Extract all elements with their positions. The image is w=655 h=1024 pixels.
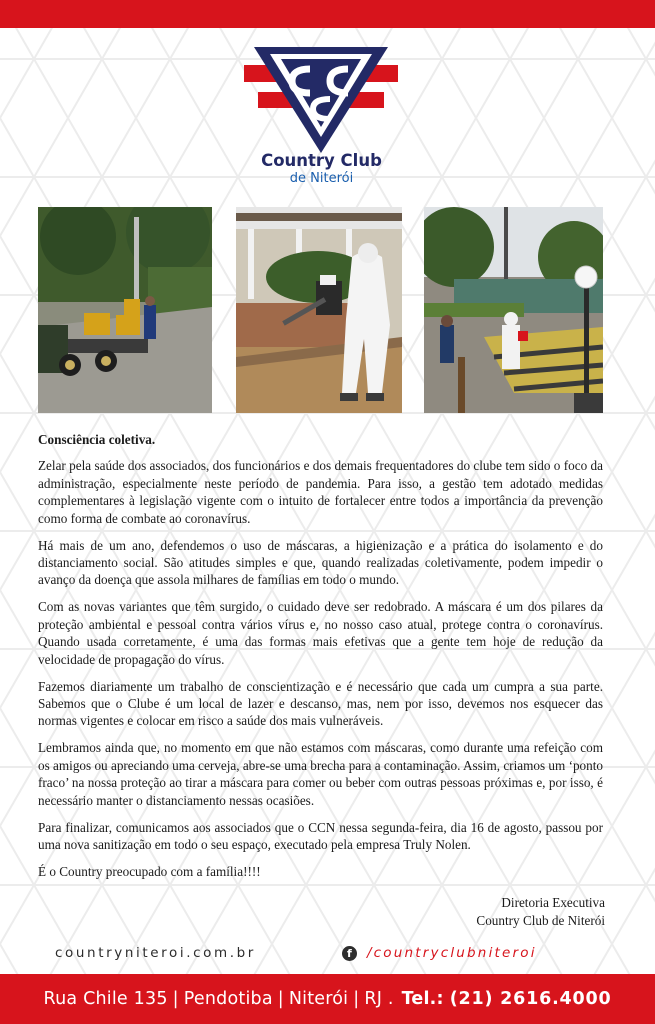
- article-body: [38, 431, 603, 890]
- brand-subtitle: de Niterói: [289, 171, 354, 186]
- club-logo-icon: [244, 47, 398, 155]
- address-separator: |: [277, 989, 284, 1009]
- address-city: Niterói: [288, 989, 349, 1009]
- article-paragraph: É o Country preocupado com a família!!!!: [38, 864, 261, 880]
- photo-sanitization-worker-icon: [236, 207, 402, 413]
- address-separator: |: [172, 989, 179, 1009]
- facebook-icon[interactable]: f: [342, 946, 357, 961]
- brand-name: Country Club: [261, 151, 382, 170]
- facebook-handle-link[interactable]: /countryclubniteroi: [366, 945, 537, 961]
- article-paragraph: Para finalizar, comunicamos aos associados que o CCN nessa segunda-feira, dia 16 de agosto, passou por uma nova sanitização em todo o seu espaço, executado pela empresa Truly Nolen.: [38, 819, 603, 853]
- signature-line-1: Diretoria Executiva: [501, 895, 605, 910]
- signature-block: [476, 894, 605, 930]
- signature-line-2: Country Club de Niterói: [476, 913, 605, 928]
- phone-number[interactable]: (21) 2616.4000: [449, 989, 612, 1009]
- photo-sanitization-court-icon: [424, 207, 603, 413]
- top-red-bar: [0, 0, 655, 28]
- photo-motorcycles-icon: [38, 207, 212, 413]
- article-paragraph: Com as novas variantes que têm surgido, o cuidado deve ser redobrado. A máscara é um dos pilares da proteção ambiental e pessoal contra vários vírus e, no nosso caso atual, protege contra o coronavírus. Quando usada corretamente, é uma das formas mais efetivas que a gente tem hoje de redução da velocidade de propagação do vírus.: [38, 599, 603, 667]
- footer-links: [55, 943, 600, 963]
- address-bar: [0, 974, 655, 1024]
- article-heading: Consciência coletiva.: [38, 432, 156, 447]
- address-district: Pendotiba: [183, 989, 273, 1009]
- address-state: RJ .: [364, 989, 394, 1009]
- address-separator: |: [353, 989, 360, 1009]
- article-paragraph: Zelar pela saúde dos associados, dos funcionários e dos demais frequentadores do clube tem sido o foco da administração, especialmente neste período de pandemia. Para isso, a gestão tem adotado medidas complementares à legislação vigente com o intuito de fortalecer entre todos a importância da prevenção como forma de combate ao coronavírus.: [38, 458, 603, 526]
- article-paragraph: Fazemos diariamente um trabalho de conscientização e é necessário que cada um cumpra a sua parte. Sabemos que o Clube é um local de lazer e descanso, mas, nem por isso, devemos nos esquecer das normas vigentes e colocar em risco a saúde dos mais vulneráveis.: [38, 678, 603, 729]
- address-street: Rua Chile 135: [43, 989, 168, 1009]
- website-link[interactable]: countryniteroi.com.br: [55, 945, 256, 961]
- phone-label: Tel.:: [401, 989, 444, 1009]
- article-paragraph: Há mais de um ano, defendemos o uso de máscaras, a higienização e a prática do isolamento e do distanciamento social. São atitudes simples e que, quando realizadas coletivamente, podem impedir o avanço da doença que assola milhares de famílias em todo o mundo.: [38, 537, 603, 588]
- article-paragraph: Lembramos ainda que, no momento em que não estamos com máscaras, como durante uma refeição com os amigos ou apreciando uma cerveja, abre-se uma brecha para a contaminação. Assim, criamos um ‘ponto fraco’ na nossa proteção ao tirar a máscara para comer ou beber com outras pessoas próximas e, por isso, é necessário manter o distanciamento nessas ocasiões.: [38, 740, 603, 808]
